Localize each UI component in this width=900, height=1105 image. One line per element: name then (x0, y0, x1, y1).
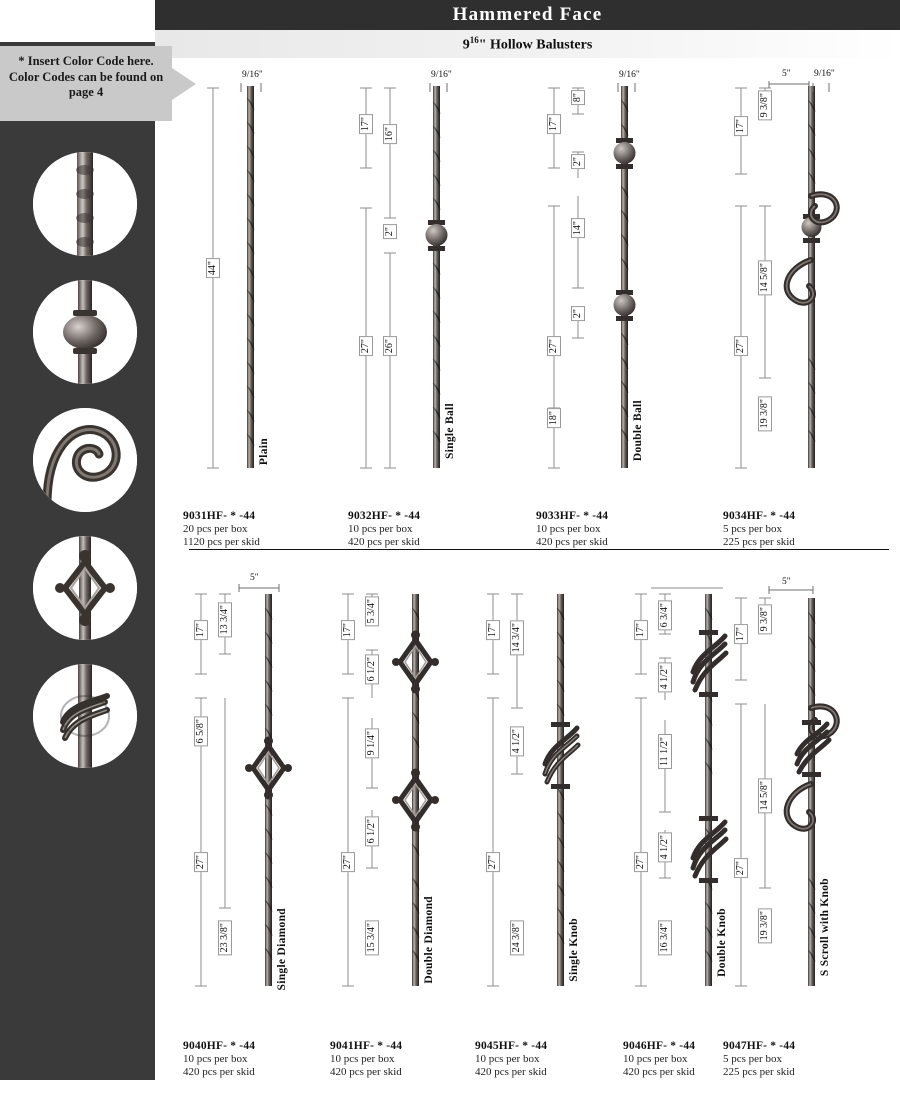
dim-9033-c: 2" (571, 154, 585, 169)
dim-9046-b: 17" (634, 620, 648, 640)
product-box-9033: 10 pcs per box (536, 523, 601, 535)
dim-9045-d: 27" (486, 852, 500, 872)
product-card-9047[interactable] (723, 578, 900, 1098)
thumbnail-single-diamond (33, 536, 137, 640)
sidebar-top-spacer (0, 0, 155, 42)
product-card-9031[interactable] (183, 70, 369, 568)
product-card-9032[interactable] (348, 70, 534, 568)
baluster-figure-9034 (723, 78, 900, 508)
sidebar-bottom-spacer (0, 1080, 155, 1105)
top-dim-9034: 9/16" (814, 69, 835, 79)
product-name-9047: S Scroll with Knob (819, 878, 831, 977)
page-subheader (155, 30, 900, 58)
dim-9047-d: 27" (734, 858, 748, 878)
dim-9040-a: 13 3/4" (218, 602, 232, 637)
product-card-9033[interactable] (536, 70, 722, 568)
dim-9040-d: 27" (194, 852, 208, 872)
thumbnail-plain (33, 152, 137, 256)
dim-9034-b: 17" (734, 116, 748, 136)
dim-9034-a: 9 3/8" (758, 90, 772, 120)
dim-9047-e: 19 3/8" (758, 908, 772, 943)
dim-9046-g: 16 3/4" (658, 920, 672, 955)
caption-9034 (723, 510, 883, 548)
dim-9045-b: 17" (486, 620, 500, 640)
dim-9032-b: 16" (383, 124, 397, 144)
page-header (155, 0, 900, 30)
product-box-9047: 5 pcs per box (723, 1053, 782, 1065)
product-code-9034: 9034HF- * -44 (723, 510, 796, 522)
product-skid-9040: 420 pcs per skid (183, 1066, 255, 1078)
baluster-figure-9032 (348, 78, 534, 508)
dim-9045-a: 14 3/4" (510, 620, 524, 655)
product-skid-9046: 420 pcs per skid (623, 1066, 695, 1078)
width-dim-9040: 5" (250, 573, 259, 583)
dim-9034-d: 27" (734, 336, 748, 356)
dim-9033-e: 2" (571, 306, 585, 321)
baluster-figure-9031 (183, 78, 369, 508)
top-dim-9032: 9/16" (431, 70, 452, 80)
thumbnail-scroll (33, 408, 137, 512)
product-box-9034: 5 pcs per box (723, 523, 782, 535)
product-box-9031: 20 pcs per box (183, 523, 248, 535)
note-text: * Insert Color Code here. Color Codes can be found on page 4 (8, 54, 164, 100)
product-code-9032: 9032HF- * -44 (348, 510, 421, 522)
subtitle-fraction: 16 (469, 34, 479, 45)
product-card-9034[interactable] (723, 69, 900, 568)
dim-9046-f: 27" (634, 852, 648, 872)
dim-9033-d: 14" (571, 218, 585, 238)
row-divider (189, 549, 889, 550)
product-name-9032: Single Ball (444, 403, 456, 460)
dim-9046-a: 6 3/4" (658, 600, 672, 630)
product-name-9046: Double Knob (716, 908, 728, 977)
product-box-9045: 10 pcs per box (475, 1053, 540, 1065)
dim-9034-e: 19 3/8" (758, 396, 772, 431)
top-dim-9031: 9/16" (242, 70, 263, 80)
dim-9034-c: 14 5/8" (758, 260, 772, 295)
dim-9041-d: 9 1/4" (365, 728, 379, 758)
subtitle-suffix: " Hollow Balusters (478, 37, 593, 53)
dim-9032-c: 2" (383, 224, 397, 239)
baluster-figure-9033 (536, 78, 722, 508)
dim-9041-g: 15 3/4" (365, 920, 379, 955)
dim-9041-b: 17" (341, 620, 355, 640)
dim-9047-b: 17" (734, 624, 748, 644)
dim-9041-c: 6 1/2" (365, 654, 379, 684)
dim-9031-total: 44" (206, 258, 220, 278)
dim-9041-e: 6 1/2" (365, 816, 379, 846)
caption-9040 (183, 1040, 343, 1078)
product-code-9033: 9033HF- * -44 (536, 510, 609, 522)
page-subtitle (463, 35, 593, 54)
dim-9047-a: 9 3/8" (758, 604, 772, 634)
product-skid-9031: 1120 pcs per skid (183, 536, 260, 548)
product-code-9041: 9041HF- * -44 (330, 1040, 403, 1052)
dim-9046-e: 4 1/2" (658, 832, 672, 862)
dim-9033-b: 17" (547, 114, 561, 134)
product-code-9047: 9047HF- * -44 (723, 1040, 796, 1052)
dim-9040-e: 23 3/8" (218, 920, 232, 955)
dim-9045-c: 4 1/2" (510, 726, 524, 756)
dim-9040-c: 6 5/8" (194, 716, 208, 746)
product-box-9046: 10 pcs per box (623, 1053, 688, 1065)
product-row-2 (155, 573, 900, 1098)
page-title: Hammered Face (452, 4, 603, 25)
product-code-9040: 9040HF- * -44 (183, 1040, 256, 1052)
caption-9047 (723, 1040, 883, 1078)
product-name-9033: Double Ball (632, 400, 644, 462)
caption-9032 (348, 510, 508, 548)
dim-9041-a: 5 3/4" (365, 596, 379, 626)
dim-9041-f: 27" (341, 852, 355, 872)
thumbnail-single-knob (33, 664, 137, 768)
product-box-9032: 10 pcs per box (348, 523, 413, 535)
dim-9033-f: 27" (547, 336, 561, 356)
product-code-9045: 9045HF- * -44 (475, 1040, 548, 1052)
product-name-9031: Plain (258, 438, 270, 466)
thumbnail-single-ball (33, 280, 137, 384)
dim-9033-a: 8" (571, 90, 585, 105)
product-skid-9047: 225 pcs per skid (723, 1066, 795, 1078)
dim-9047-c: 14 5/8" (758, 778, 772, 813)
product-skid-9034: 225 pcs per skid (723, 536, 795, 548)
product-grid (155, 58, 900, 1105)
caption-9045 (475, 1040, 635, 1078)
caption-9031 (183, 510, 343, 548)
dim-9033-g: 18" (547, 408, 561, 428)
product-code-9046: 9046HF- * -44 (623, 1040, 696, 1052)
dim-9032-e: 26" (383, 336, 397, 356)
subtitle-prefix: 9 (462, 37, 470, 53)
dim-9045-e: 24 3/8" (510, 920, 524, 955)
baluster-figure-9047 (723, 578, 900, 1028)
dim-9032-a: 17" (359, 114, 373, 134)
product-code-9031: 9031HF- * -44 (183, 510, 256, 522)
product-skid-9033: 420 pcs per skid (536, 536, 608, 548)
product-skid-9045: 420 pcs per skid (475, 1066, 547, 1078)
dim-9046-c: 4 1/2" (658, 662, 672, 692)
product-box-9041: 10 pcs per box (330, 1053, 395, 1065)
product-row-1 (155, 69, 900, 568)
caption-9033 (536, 510, 696, 548)
width-dim-9047: 5" (782, 577, 791, 587)
color-code-note (0, 46, 196, 121)
product-skid-9041: 420 pcs per skid (330, 1066, 402, 1078)
product-box-9040: 10 pcs per box (183, 1053, 248, 1065)
top-dim-9033: 9/16" (619, 70, 640, 80)
product-name-9045: Single Knob (568, 918, 580, 982)
product-skid-9032: 420 pcs per skid (348, 536, 420, 548)
width-dim-9034: 5" (782, 69, 791, 79)
dim-9032-d: 27" (359, 336, 373, 356)
dim-9040-b: 17" (194, 620, 208, 640)
dim-9046-d: 11 1/2" (658, 734, 672, 769)
product-name-9040: Single Diamond (276, 908, 288, 991)
product-name-9041: Double Diamond (423, 896, 435, 984)
